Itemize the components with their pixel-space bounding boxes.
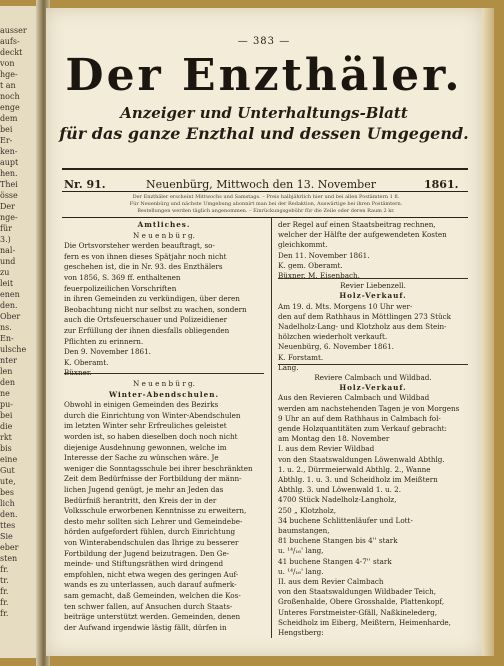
article-text-line: von Winterabendschulen das Ihrige zu besserer (64, 538, 239, 547)
article-text-line: N e u e n b ü r g. (133, 230, 195, 240)
left-section-divider (64, 373, 264, 374)
article-text-line: von den Staatswaldungen Wildbader Teich, (278, 587, 437, 597)
facing-page-text: den. (0, 301, 18, 310)
article-text-line: Interesse der Sache zu wünschen wäre. Je (64, 453, 219, 463)
masthead-subtitle-1: Anzeiger und Unterhaltungs-Blatt (120, 104, 408, 122)
facing-page-text: aufs- (0, 37, 20, 46)
facing-page-text: ute, (0, 477, 16, 486)
article-text-line: baumstangen, (278, 526, 330, 535)
section-heading: Winter-Abendschulen. (109, 389, 219, 399)
right-section-divider-2 (278, 364, 468, 365)
section-heading: Amtliches. (137, 220, 191, 229)
article-text-line: Die Ortsvorsteher werden beauftragt, so- (64, 241, 215, 251)
article-text-line: 81 buchene Stangen bis 4'' stark (278, 536, 398, 546)
article-text-line: Nadelholz-Lang- und Klotzholz aus dem Stein- (278, 322, 447, 331)
facing-page-text: die (0, 422, 13, 431)
facing-page-text: Thei (0, 180, 18, 189)
article-text-line: u. ¹⁴/₁₆' lang. (278, 566, 324, 576)
masthead-title: Der Enzthäler. (65, 50, 463, 101)
facing-page-text: ausser (0, 26, 27, 35)
article-text-line: lichen Jugend genügt, je mehr an Jeden das (64, 485, 224, 494)
article-text-line: 4700 Stück Nadelholz-Langholz, (278, 495, 397, 505)
issue-number: Nr. 91. (64, 178, 106, 191)
facing-page-text: hge- (0, 70, 18, 79)
facing-page-text: deckt (0, 48, 23, 57)
facing-page-text: zu (0, 268, 10, 277)
article-text-line: auch die Ortsfeuerschauer und Polizeidiener (64, 315, 228, 325)
facing-page-text: Ober (0, 312, 21, 321)
article-text-line: desto mehr sollten sich Lehrer und Gemeindebe- (64, 516, 243, 526)
article-text-line: Büxner. M. Eisenbach. (278, 271, 360, 280)
facing-page-text: enge (0, 103, 20, 112)
article-text-line: am Montag den 18. November (278, 434, 390, 444)
issue-year: 1861. (424, 178, 459, 191)
issue-place-date: Neuenbürg, Mittwoch den 13. November (146, 178, 376, 191)
facing-page-text: len (0, 367, 13, 376)
facing-page-text: nter (0, 356, 17, 365)
article-text-line: Revier Liebenzell. (340, 281, 406, 291)
article-text-line: Bedürfniß herantritt, den Kreis der in der (64, 495, 217, 505)
facing-page-text: Gut (0, 466, 15, 475)
article-text-line: durch die Einrichtung von Winter-Abendschulen (64, 410, 241, 420)
facing-page-text: nge- (0, 213, 18, 222)
article-text-line: empfohlen, nicht etwa wegen des geringen Auf- (64, 569, 239, 579)
article-text-line: geschehen ist, die in Nr. 93. des Enzthälers (64, 262, 223, 272)
article-text-line: zur Erfüllung der ihnen diesfalls obliegenden (64, 326, 230, 335)
article-text-line: Zeit dem Bedürfnisse der Fortbildung der männ- (64, 474, 242, 484)
facing-page-text: bei (0, 125, 13, 134)
article-text-line: Lang. (278, 362, 299, 372)
header-rule-top (62, 168, 468, 170)
facing-page-text: hen. (0, 169, 18, 178)
article-text-line: gende Holzquantitäten zum Verkauf gebracht: (278, 424, 447, 433)
article-text-line: werden am nachstehenden Tagen je von Morgens (278, 403, 460, 413)
facing-page-text: sten (0, 554, 18, 563)
article-text-line: Beobachtung nicht nur selbst zu wachen, sondern (64, 304, 247, 314)
article-text-line: Reviere Calmbach und Wildbad. (314, 373, 432, 382)
page-edge (482, 8, 494, 656)
facing-page-text: fr. (0, 598, 9, 607)
facing-page-text: aupt (0, 158, 19, 167)
article-text-line: Pflichten zu erinnern. (64, 336, 144, 346)
article-text-line: Obwohl in einigen Gemeinden des Bezirks (64, 400, 219, 410)
article-text-line: in ihren Gemeinden zu verkündigen, über deren (64, 294, 240, 304)
article-text-line: Unteres Forstmeister-Gfäll, Naßkinelederg, (278, 607, 437, 617)
section-heading: Holz-Verkauf. (339, 291, 407, 301)
facing-page-text: nal- (0, 246, 16, 255)
article-text-line: 41 buchene Stangen 4-7'' stark (278, 556, 392, 566)
article-text-line: K. Oberamt. (64, 357, 109, 367)
article-text-line: I. aus dem Revier Wildbad (278, 444, 375, 454)
facing-page-text: bes (0, 488, 14, 497)
article-text-line: Volksschule erworbenen Kenntnisse zu erweitern, (64, 506, 247, 516)
article-text-line: der Regel auf einen Staatsbeitrag rechnen, (278, 220, 436, 229)
facing-page-text: und (0, 257, 16, 266)
article-text-line: u. ¹⁴/₁₆' lang, (278, 546, 324, 556)
article-text-line: den auf dem Rathhaus in Möttlingen 273 Stück (278, 311, 451, 321)
article-text-line: feuerpolizeilichen Vorschriften (64, 283, 177, 293)
facing-page-text: dem (0, 114, 18, 123)
article-text-line: sam gemacht, daß Gemeinden, welchen die Kos- (64, 591, 241, 600)
publication-notice-2: Für Neuenbürg und nächste Umgebung abonnirt man bei der Redaktion, Auswärtige bei ihren Postämtern. (129, 201, 403, 207)
article-text-line: fern es von ihnen dieses Spätjahr noch nicht (64, 251, 227, 261)
facing-page-text: den (0, 378, 16, 387)
article-text-line: welcher der Hälfte der aufgewendeten Kosten (278, 230, 447, 240)
article-text-line: im letzten Winter sehr Erfreuliches geleistet (64, 421, 227, 431)
article-text-line: beiträge unterstützt werden. Gemeinden, denen (64, 612, 241, 622)
article-text-line: diejenige Ausdehnung gewonnen, welche im (64, 442, 227, 452)
article-text-line: weniger die Sonntagsschule bei ihrer beschränkten (64, 463, 253, 473)
facing-page-text: Sie (0, 532, 13, 541)
article-text-line: von den Staatswaldungen Löwenwald Abthlg. (278, 454, 445, 464)
article-text-line: Scheidholz im Eiberg, Meißtern, Heimenharde, (278, 617, 451, 627)
article-text-line: Abthlg. 3. und Löwenwald 1. u. 2. (278, 485, 402, 495)
facing-page-text: fr. (0, 609, 9, 618)
article-text-line: Neuenbürg, 6. November 1861. (278, 342, 394, 352)
facing-page-text: tr. (0, 576, 9, 585)
facing-page-text: ken- (0, 147, 18, 156)
facing-page-text: En- (0, 334, 14, 343)
article-text-line: Am 19. d. Mts. Morgens 10 Uhr wer- (278, 301, 413, 311)
article-text-line: worden ist, so haben dieselben doch noch nicht (64, 432, 238, 441)
facing-page-text: ns. (0, 323, 12, 332)
article-text-line: Hengstberg: (278, 628, 324, 637)
article-text-line: 250 „ Klotzholz, (278, 505, 337, 515)
article-text-line: Fortbildung der Jugend beizutragen. Den Ge- (64, 548, 230, 558)
article-text-line: 34 buchene Schlittenläufer und Lott- (278, 515, 413, 525)
article-text-line: der Aufwand irgendwie lästig fällt, dürfen in (64, 622, 227, 632)
facing-page-text: ttes (0, 521, 16, 530)
facing-page-text: leit (0, 279, 14, 288)
article-text-line: 1. u. 2., Dürrmeierwald Abthlg. 2., Wanne (278, 464, 431, 474)
article-text-line: Großenhalde, Obere Grosshalde, Plattenkopf, (278, 597, 445, 607)
article-text-line: meinde- und Stiftungsräthen wird dringend (64, 559, 224, 569)
column-divider (271, 218, 272, 638)
facing-page-text: fr. (0, 565, 9, 574)
facing-page-text: für (0, 224, 12, 233)
page-number: — 383 — (237, 36, 291, 47)
article-text-line: 9 Uhr an auf dem Rathhaus in Calmbach fol- (278, 413, 441, 423)
article-text-line: N e u e n b ü r g. (133, 379, 195, 388)
article-text-line: wands es zu unterlassen, auch darauf aufmerk- (64, 580, 237, 590)
article-text-line: Aus den Revieren Calmbach und Wildbad (278, 393, 430, 403)
facing-page-text: ne (0, 389, 10, 398)
facing-page-text: össe (0, 191, 18, 200)
article-text-line: ten schwer fallen, auf Ansuchen durch Staats- (64, 601, 233, 611)
article-text-line: K. Forstamt. (278, 352, 324, 362)
article-text-line: gleichkommt. (278, 240, 328, 250)
article-text-line: Büxner. (64, 368, 92, 378)
facing-page-text: eber (0, 543, 19, 552)
article-text-line: Den 9. November 1861. (64, 347, 151, 357)
article-text-line: Abthlg. 1. u. 3. und Scheidholz im Meißtern (278, 475, 438, 484)
article-text-line: Den 11. November 1861. (278, 250, 370, 260)
facing-page-text: noch (0, 92, 20, 101)
facing-page-text: bei (0, 411, 13, 420)
facing-page-text: ulsche (0, 345, 27, 354)
article-text-line: hörden aufgefordert fühlen, durch Einrichtung (64, 527, 236, 537)
facing-page-text: rkt (0, 433, 12, 442)
facing-page-text: lich (0, 499, 15, 508)
facing-page-text: den. (0, 510, 18, 519)
header-rule-mid (62, 191, 468, 192)
facing-page-text: fr. (0, 587, 9, 596)
facing-page-text: Er- (0, 136, 13, 145)
facing-page-text: pu- (0, 400, 13, 409)
publication-notice-1: Der Enzthäler erscheint Mittwochs und Samstags. – Preis halbjährlich hier und bei allen Postämtern 1 fl. (132, 194, 400, 200)
facing-page-text: bis (0, 444, 12, 453)
article-text-line: K. gem. Oberamt. (278, 260, 343, 270)
article-text-line: II. aus dem Revier Calmbach (278, 577, 384, 586)
facing-page-text: enen (0, 290, 20, 299)
section-heading: Holz-Verkauf. (339, 383, 407, 393)
facing-page-text: 3.) (0, 235, 11, 244)
facing-page-text: von (0, 59, 15, 68)
header-rule-bottom (62, 217, 468, 218)
facing-page-text: t an (0, 81, 16, 90)
publication-notice-3: Bestellungen werden täglich angenommen. – Einrückungsgebühr für die Zeile oder deren Raum 2 kr. (137, 208, 395, 214)
newspaper-page (46, 8, 482, 656)
article-text-line: hölzchen wiederholt verkauft. (278, 332, 388, 342)
article-text-line: von 1856, S. 369 ff. enthaltenen (64, 273, 181, 282)
masthead-subtitle-2: für das ganze Enzthal und dessen Umgegend. (59, 124, 469, 143)
facing-page-text: Der (0, 202, 15, 211)
facing-page-text: eine (0, 455, 18, 464)
